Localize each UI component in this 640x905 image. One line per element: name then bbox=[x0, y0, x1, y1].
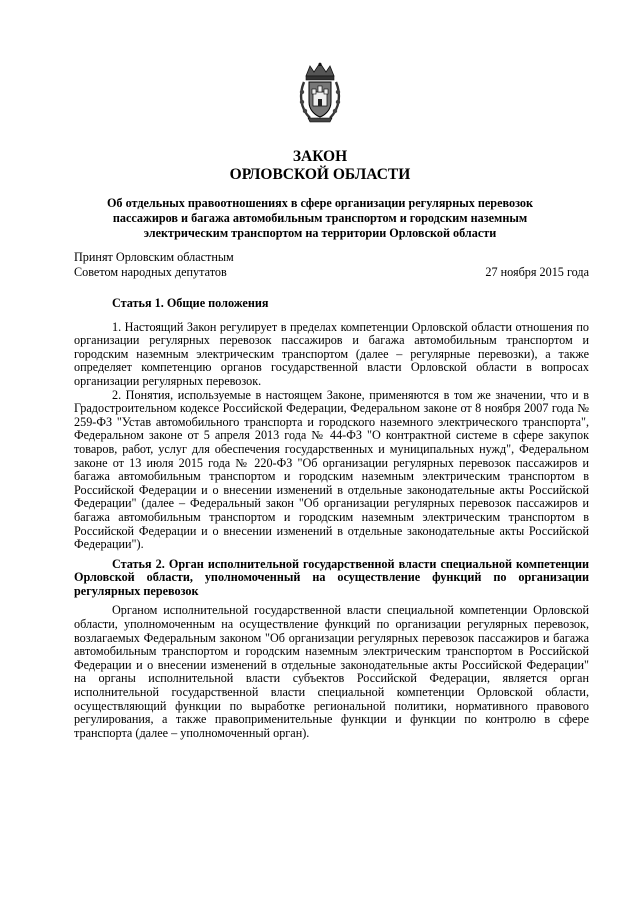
adoption-line2: Советом народных депутатов bbox=[74, 265, 227, 279]
article1-paragraph1: 1. Настоящий Закон регулирует в пределах компетенции Орловской области отношения по организации регулярных перевозок пассажиров и багажа автомобильным транспортом и городским наземным электрическим транспортом (далее – регулярные перевозки), а также определяет компетенцию органов государственной власти Орловской области в вопросах организации регулярных перевозок. bbox=[74, 319, 589, 388]
article1-paragraph2: 2. Понятия, используемые в настоящем Законе, применяются в том же значении, что и в Градостроительном кодексе Российской Федерации, Федеральном законе от 8 ноября 2007 года № 259-ФЗ "Устав автомобильного транспорта и городского наземного электрического транспорта", Федеральном законе от 5 апреля 2013 года № 44-ФЗ "О контрактной системе в сфере закупок товаров, работ, услуг для обеспечения государственных и муниципальных нужд", Федеральном законе от 13 июля 2015 года № 220-ФЗ "Об организации регулярных перевозок пассажиров и багажа автомобильным транспортом и городским наземным электрическим транспортом в Российской Федерации и о внесении изменений в отдельные законодательные акты Российской Федерации" (далее – Федеральный закон "Об организации регулярных перевозок пассажиров и багажа автомобильным транспортом и городским наземным электрическим транспортом в Российской Федерации и о внесении изменений в отдельные законодательные акты Российской Федерации"). bbox=[74, 387, 589, 552]
adoption-line1: Принят Орловским областным bbox=[74, 250, 234, 264]
document-subtitle: Об отдельных правоотношениях в сфере организации регулярных перевозок пассажиров и багажа автомобильным транспортом и городским наземным электрическим транспортом на территории Орловской области bbox=[106, 196, 534, 240]
document-body bbox=[74, 297, 589, 740]
document-title-line1: ЗАКОН bbox=[292, 148, 348, 165]
document-title-line2: ОРЛОВСКОЙ ОБЛАСТИ bbox=[229, 166, 411, 183]
article2-paragraph1: Органом исполнительной государственной власти специальной компетенции Орловской области, уполномоченным на осуществление функций по организации регулярных перевозок, возлагаемых Федеральным законом "Об организации регулярных перевозок пассажиров и багажа автомобильным транспортом и городским наземным электрическим транспортом в Российской Федерации и о внесении изменений в отдельные законодательные акты Российской Федерации" на органы исполнительной власти субъектов Российской Федерации, является орган исполнительной государственной власти специальной компетенции Орловской области, осуществляющий функции по выработке региональной политики, нормативного правового регулирования, а также правоприменительные функции и функции по контролю в сфере транспорта (далее – уполномоченный орган). bbox=[74, 603, 589, 740]
adoption-date: 27 ноября 2015 года bbox=[485, 265, 589, 279]
coat-of-arms-icon bbox=[298, 62, 342, 124]
article1-title: Статья 1. Общие положения bbox=[112, 296, 269, 310]
adoption-block bbox=[74, 250, 234, 280]
article2-title: Статья 2. Орган исполнительной государственной власти специальной компетенции Орловской области, уполномоченный на осуществление функций по организации регулярных перевозок bbox=[74, 556, 589, 598]
